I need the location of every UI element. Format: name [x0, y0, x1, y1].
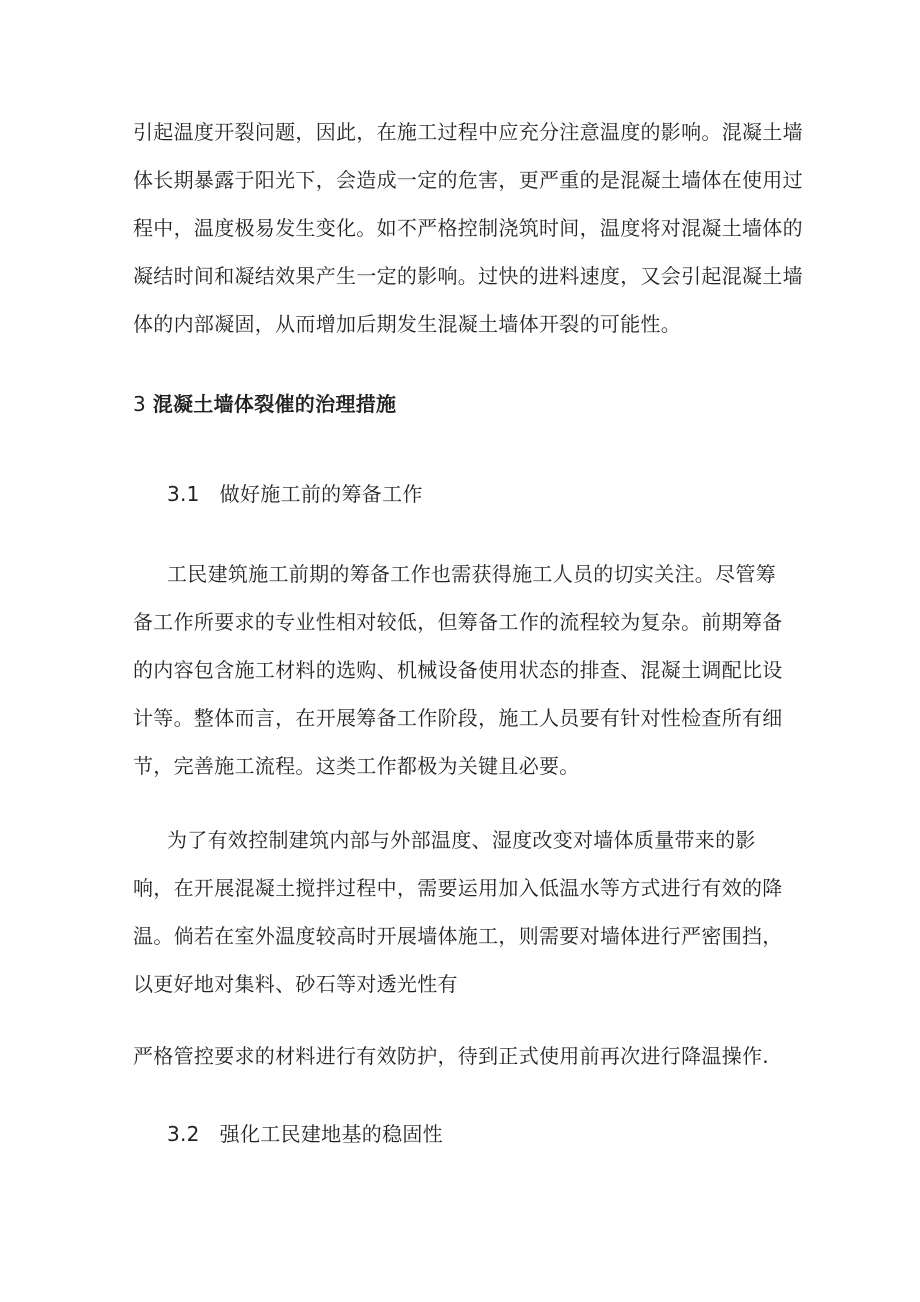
paragraph-line: 程中，温度极易发生变化。如不严格控制浇筑时间，温度将对混凝土墙体的	[133, 216, 803, 240]
paragraph-line: 引起温度开裂问题，因此，在施工过程中应充分注意温度的影响。混凝土墙	[133, 120, 803, 144]
paragraph-line: 凝结时间和凝结效果产生一定的影响。过快的进料速度，又会引起混凝土墙	[133, 264, 803, 288]
paragraph-line: 体长期暴露于阳光下，会造成一定的危害，更严重的是混凝土墙体在使用过	[133, 168, 803, 192]
paragraph-line: 温。倘若在室外温度较高时开展墙体施工，则需要对墙体进行严密围挡，	[133, 924, 783, 948]
paragraph-line: 以更好地对集料、砂石等对透光性有	[133, 972, 458, 996]
subsection-heading: 3.2 强化工民建地基的稳固性	[167, 1122, 443, 1146]
paragraph-line: 体的内部凝固，从而增加后期发生混凝土墙体开裂的可能性。	[133, 312, 682, 336]
subsection-heading: 3.1 做好施工前的筹备工作	[167, 482, 423, 506]
paragraph-line: 为了有效控制建筑内部与外部温度、湿度改变对墙体质量带来的影	[167, 828, 756, 852]
paragraph-line: 工民建筑施工前期的筹备工作也需获得施工人员的切实关注。尽管筹	[167, 562, 776, 586]
paragraph-line: 节，完善施工流程。这类工作都极为关键且必要。	[133, 754, 580, 778]
paragraph-line: 响，在开展混凝土搅拌过程中，需要运用加入低温水等方式进行有效的降	[133, 876, 783, 900]
paragraph-line: 的内容包含施工材料的选购、机械设备使用状态的排查、混凝土调配比设	[133, 658, 783, 682]
paragraph-line: 严格管控要求的材料进行有效防护，待到正式使用前再次进行降温操作.	[133, 1044, 769, 1068]
paragraph-line: 计等。整体而言，在开展筹备工作阶段，施工人员要有针对性检查所有细	[133, 706, 783, 730]
section-number: 3	[133, 392, 147, 416]
paragraph-line: 备工作所要求的专业性相对较低，但筹备工作的流程较为复杂。前期筹备	[133, 610, 783, 634]
section-heading	[133, 390, 396, 418]
section-title: 混凝土墙体裂催的治理措施	[152, 392, 397, 416]
